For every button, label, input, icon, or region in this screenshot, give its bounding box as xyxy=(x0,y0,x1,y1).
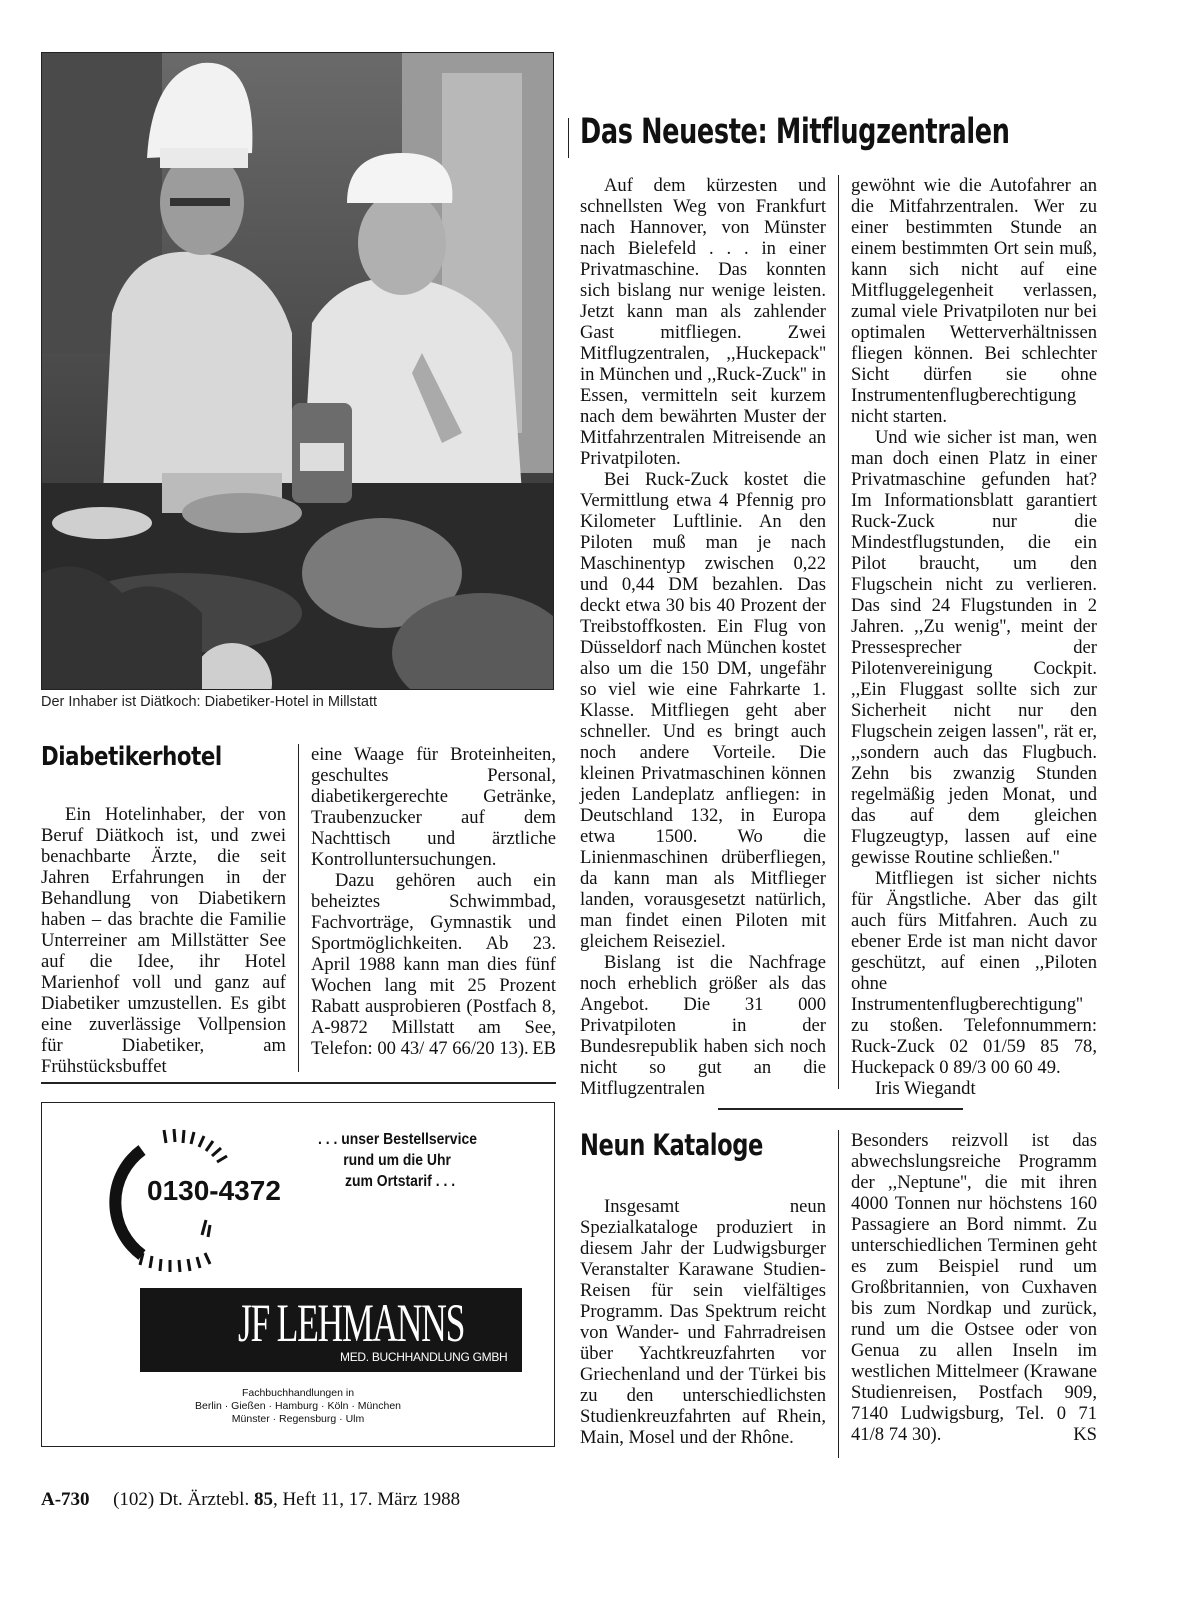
ad-brand-banner xyxy=(140,1288,522,1372)
diabetiker-col2-p1: eine Waage für Broteinheiten, geschultes Personal, diabetikergerechte Getränke, Traubenzucker auf dem Nachttisch und ärztliche Kontrolluntersuchungen. xyxy=(311,744,556,870)
mitflug-col1-p3: Bislang ist die Nachfrage noch erheblich größer als das Angebot. Die 31 000 Privatpiloten in der Bundesrepublik haben sich noch nicht so gut an die Mitflugzentralen xyxy=(580,952,826,1099)
diabetiker-signature: EB xyxy=(532,1038,556,1059)
mitflug-col2-p1: gewöhnt wie die Autofahrer an die Mitfahrzentralen. Wer zu einer bestimmten Stunde an einem bestimmten Ort sein muß, kann sich nicht auf eine Mitfluggelegenheit verlassen, zumal viele Privatpiloten nur bei optimalen Wetterverhältnissen fliegen können. Bei schlechter Sicht dürfen sie ohne Instrumentenflugberechtigung nicht starten. xyxy=(851,175,1097,427)
mitflug-col1-p1: Auf dem kürzesten und schnellsten Weg von Frankfurt nach Hannover, von Münster nach Bielefeld . . . in einer Privatmaschine. Das konnten sich bislang nur wenige leisten. Jetzt kann man als zahlender Gast mitfliegen. Zwei Mitflugzentralen, ,,Huckepack'' in München und ,,Ruck-Zuck'' in Essen, vermitteln seit kurzem nach dem bewährten Muster der Mitfahrzentralen Mitreisende an Privatpiloten. xyxy=(580,175,826,469)
photo-caption: Der Inhaber ist Diätkoch: Diabetiker-Hotel in Millstatt xyxy=(41,694,378,710)
ad-tagline-1: . . . unser Bestellservice xyxy=(318,1131,477,1148)
kataloge-col1 xyxy=(580,1196,826,1448)
diabetiker-col2 xyxy=(311,744,556,1059)
ad-footer-2: Berlin · Gießen · Hamburg · Köln · München xyxy=(195,1400,401,1412)
mitflug-col1 xyxy=(580,175,826,1099)
issue-prefix: (102) Dt. Ärztebl. xyxy=(113,1489,250,1510)
kataloge-col2-text: Besonders reizvoll ist das abwechslungsreiche Programm der ,,Neptune'', die mit ihren 4000 Tonnen nur höchstens 160 Passagiere an Bord nimmt. Zu unterschiedlichen Terminen geht es zum Beispiel rund um Großbritannien, von Cuxhaven bis zum Nordkap und zurück, rund um die Ostsee oder von Genua zu allen Inseln im westlichen Mittelmeer (Krawane Studienreisen, Postfach 909, 7140 Ludwigsburg, Tel. 0 71 41/8 74 30). xyxy=(851,1130,1097,1445)
diabetiker-col1-text: Ein Hotelinhaber, der von Beruf Diätkoch ist, und zwei benachbarte Ärzte, die seit Jahren Erfahrungen in der Behandlung von Diabetikern haben – das brachte die Familie Unterreiner am Millstätter See auf die Idee, ihr Hotel Marienhof voll und ganz auf Diabetiker umzustellen. Es gibt eine zuverlässige Vollpension für Diabetiker, am Frühstücksbuffet xyxy=(41,804,286,1077)
ad-footer xyxy=(42,1387,554,1426)
volume-number: 85 xyxy=(253,1489,273,1510)
issue-suffix: , Heft 11, 17. März 1988 xyxy=(272,1489,461,1510)
section-divider-right xyxy=(718,1108,963,1110)
ad-brand-subtitle: MED. BUCHHANDLUNG GMBH xyxy=(340,1350,508,1364)
page-footer xyxy=(41,1489,460,1511)
mitflug-col2-p2: Und wie sicher ist man, wen man doch einen Platz in einer Privatmaschine gefunden hat? Im Informationsblatt garantiert Ruck-Zuck nur die Mindestflugstunden, die ein Pilot braucht, um den Flugschein nicht zu verlieren. Das sind 24 Flugstunden in 2 Jahren. ,,Zu wenig'', meint der Pressesprecher der Pilotenvereinigung Cockpit. ,,Ein Fluggast sollte sich zur Sicherheit nicht nur den Flugschein zeigen lassen'', rät er, ,,sondern auch das Flugbuch. Zehn bis zwanzig Stunden regelmäßig jeden Monat, und das auf dem gleichen Flugzeugtyp, lassen auf eine gewisse Routine schließen.'' xyxy=(851,427,1097,868)
ad-phone-number[interactable]: 0130-4372 xyxy=(147,1175,281,1206)
mitflug-col1-p2: Bei Ruck-Zuck kostet die Vermittlung etwa 4 Pfennig pro Kilometer Luftlinie. An den Piloten muß man je nach Maschinentyp zwischen 0,22 und 0,44 DM bezahlen. Das deckt etwa 30 bis 40 Prozent der Treibstoffkosten. Ein Flug von Düsseldorf nach München kostet also um die 150 DM, ungefähr so viel wie eine Fahrkarte 1. Klasse. Mitfliegen geht aber schneller. Und es bringt auch noch andere Vorteile. Die kleinen Privatmaschinen können jeden Landeplatz anfliegen: in Deutschland 132, in Europa etwa 1500. Wo die Linienmaschinen drüberfliegen, da kann man als Mitflieger landen, vorausgesetzt natürlich, man findet einen Piloten mit gleichem Reiseziel. xyxy=(580,469,826,952)
kataloge-signature: KS xyxy=(1073,1424,1097,1445)
column-divider xyxy=(298,744,299,1072)
section-divider-left xyxy=(41,1082,556,1084)
kataloge-col2 xyxy=(851,1130,1097,1445)
ad-tagline-2: rund um die Uhr xyxy=(343,1152,451,1169)
diabetiker-col1 xyxy=(41,804,286,1077)
mitflug-title: Das Neueste: Mitflugzentralen xyxy=(580,112,1010,152)
ad-tagline xyxy=(318,1129,477,1192)
diabetiker-col2-p2: Dazu gehören auch ein beheiztes Schwimmbad, Fachvorträge, Gymnastik und Sportmöglichkeiten. Ab 23. April 1988 kann man dies fünf Wochen lang mit 25 Prozent Rabatt ausprobieren (Postfach 8, A-9872 Millstatt am See, Telefon: 00 43/ 47 66/20 13). xyxy=(311,870,556,1059)
page-number: A-730 xyxy=(41,1489,90,1510)
lehmanns-ad[interactable] xyxy=(41,1102,555,1447)
kataloge-col1-text: Insgesamt neun Spezialkataloge produziert in diesem Jahr der Ludwigsburger Veranstalter Karawane Studien-Reisen für sein vielfältiges Programm. Das Spektrum reicht von Wander- und Fahrradreisen über Yachtkreuzfahrten vor Griechenland und der Türkei bis zu den unterschiedlichsten Studienkreuzfahrten auf Rhein, Main, Mosel und der Rhône. xyxy=(580,1196,826,1448)
ad-tagline-3: zum Ortstarif . . . xyxy=(345,1173,456,1190)
chefs-photo-illustration xyxy=(42,53,553,689)
mitflug-author: Iris Wiegandt xyxy=(875,1078,976,1099)
kataloge-title: Neun Kataloge xyxy=(580,1128,763,1162)
title-rule xyxy=(568,118,569,158)
diabetiker-title: Diabetikerhotel xyxy=(41,742,222,772)
mitflug-col2-p3: Mitfliegen ist sicher nichts für Ängstliche. Aber das gilt auch fürs Mitfahren. Auch zu ebener Erde ist man nicht davor geschützt, auf einen ,,Piloten ohne Instrumentenflugberechtigung'' zu stoßen. Telefonnummern: Ruck-Zuck 02 01/59 85 78, Huckepack 0 89/3 00 60 49. xyxy=(851,868,1097,1078)
ad-footer-1: Fachbuchhandlungen in xyxy=(241,1387,355,1399)
ad-footer-3: Münster · Regensburg · Ulm xyxy=(231,1413,365,1425)
column-divider xyxy=(838,1130,839,1458)
article-photo xyxy=(41,52,554,690)
ad-brand-name: JF LEHMANNS xyxy=(238,1293,465,1353)
mitflug-col2 xyxy=(851,175,1097,1099)
column-divider xyxy=(838,175,839,1089)
